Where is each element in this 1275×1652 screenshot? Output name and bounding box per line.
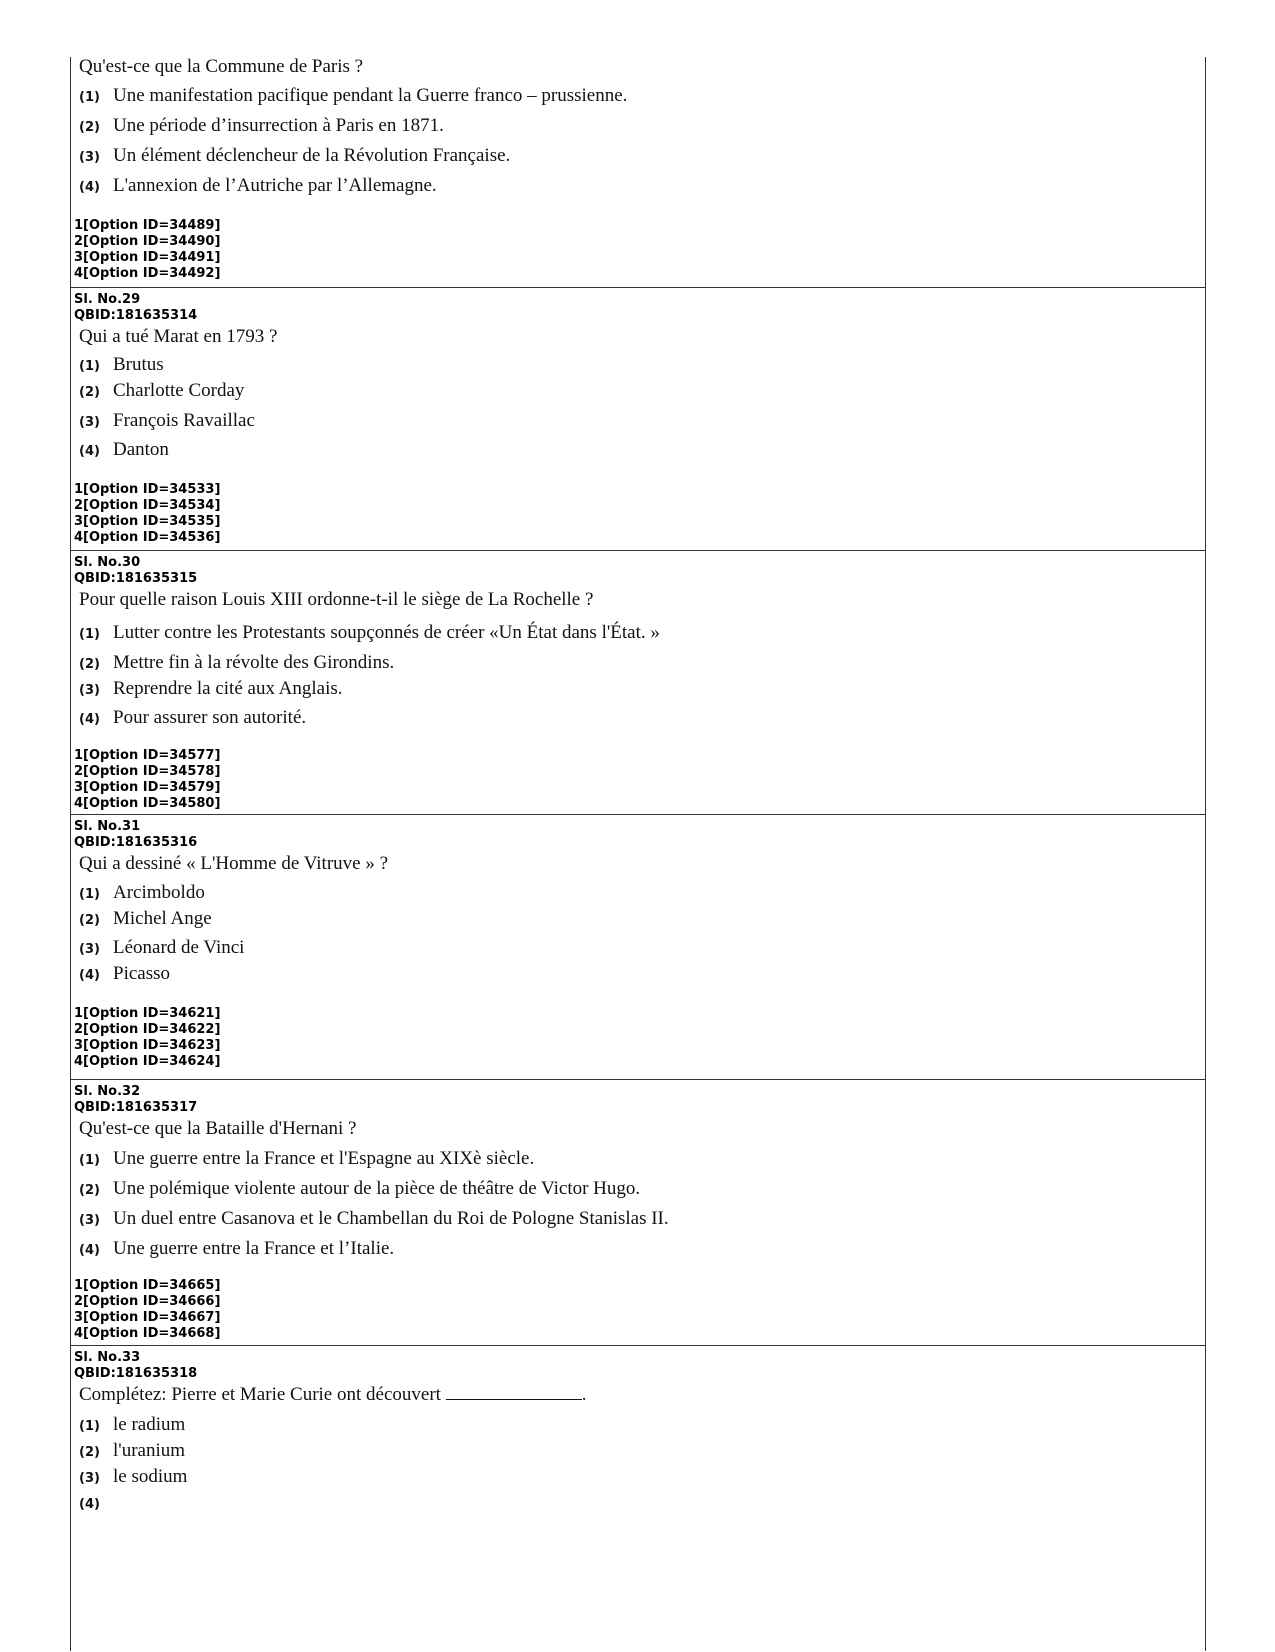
option-text: L'annexion de l’Autriche par l’Allemagne. [113,175,437,196]
question-text: Pour quelle raison Louis XIII ordonne-t-il le siège de La Rochelle ? [79,589,594,610]
option-number: (4) [79,1497,100,1512]
qbid: QBID:181635315 [74,571,198,586]
option-number: (2) [79,913,100,928]
serial-number: Sl. No.29 [74,292,141,307]
option-text: Reprendre la cité aux Anglais. [113,678,343,699]
question-block-33 [71,1345,1205,1652]
question-block-29 [71,287,1205,551]
option-text: Danton [113,439,169,460]
option-1 [79,882,205,904]
option-3 [79,1466,187,1488]
option-number: (4) [79,968,100,983]
option-4 [79,707,306,729]
qbid: QBID:181635317 [74,1100,198,1115]
question-block-28 [71,57,1205,287]
option-number: (1) [79,359,100,374]
option-text: Un élément déclencheur de la Révolution Française. [113,145,511,166]
option-number: (2) [79,385,100,400]
option-id: 3[Option ID=34623] [74,1038,221,1053]
option-2 [79,1178,640,1200]
option-id: 4[Option ID=34668] [74,1326,221,1341]
option-text: Michel Ange [113,908,212,929]
qbid: QBID:181635316 [74,835,198,850]
option-id-list [74,1278,220,1342]
question-text: Qui a dessiné « L'Homme de Vitruve » ? [79,853,389,874]
option-text: Une guerre entre la France et l'Espagne au XIXè siècle. [113,1148,535,1169]
option-number: (3) [79,942,100,957]
option-text: Lutter contre les Protestants soupçonnés de créer «Un État dans l'État. » [113,622,660,643]
option-id: 1[Option ID=34665] [74,1278,221,1293]
option-text: Arcimboldo [113,882,205,903]
option-number: (1) [79,887,100,902]
question-meta [74,819,197,851]
option-id: 4[Option ID=34624] [74,1054,221,1069]
question-sheet [70,57,1206,1651]
serial-number: Sl. No.32 [74,1084,141,1099]
option-id: 2[Option ID=34534] [74,498,221,513]
option-id-list [74,218,220,282]
option-id: 1[Option ID=34489] [74,218,221,233]
fill-in-blank [446,1385,582,1400]
option-id: 2[Option ID=34578] [74,764,221,779]
option-id: 3[Option ID=34667] [74,1310,221,1325]
option-id: 3[Option ID=34579] [74,780,221,795]
question-block-30 [71,550,1205,815]
serial-number: Sl. No.33 [74,1350,141,1365]
question-block-32 [71,1079,1205,1346]
option-number: (3) [79,415,100,430]
option-number: (2) [79,1183,100,1198]
option-number: (4) [79,1243,100,1258]
option-text: Picasso [113,963,170,984]
option-4 [79,439,169,461]
option-text: l'uranium [113,1440,186,1461]
option-text: le sodium [113,1466,188,1487]
option-number: (4) [79,712,100,727]
option-number: (4) [79,444,100,459]
question-text [79,1384,586,1406]
option-text: Une polémique violente autour de la pièce de théâtre de Victor Hugo. [113,1178,641,1199]
serial-number: Sl. No.30 [74,555,141,570]
option-4 [79,963,170,985]
question-text: Qu'est-ce que la Bataille d'Hernani ? [79,1118,357,1139]
option-4 [79,1238,394,1260]
question-meta [74,1350,197,1382]
option-4 [79,175,437,197]
qbid: QBID:181635314 [74,308,198,323]
option-text: Une guerre entre la France et l’Italie. [113,1238,395,1259]
option-id: 4[Option ID=34536] [74,530,221,545]
option-2 [79,652,394,674]
option-3 [79,678,343,700]
option-id: 2[Option ID=34622] [74,1022,221,1037]
option-id-list [74,748,220,812]
question-text: Qu'est-ce que la Commune de Paris ? [79,56,364,77]
option-number: (3) [79,1471,100,1486]
option-number: (3) [79,150,100,165]
option-1 [79,1148,534,1170]
question-block-31 [71,814,1205,1080]
option-text: Une période d’insurrection à Paris en 1871. [113,115,444,136]
option-1 [79,1414,185,1436]
option-number: (1) [79,1153,100,1168]
option-id-list [74,482,220,546]
question-text-start: Complétez: Pierre et Marie Curie ont découvert [79,1384,441,1405]
option-2 [79,115,444,137]
option-id: 4[Option ID=34580] [74,796,221,811]
option-text: Charlotte Corday [113,380,245,401]
question-text: Qui a tué Marat en 1793 ? [79,326,278,347]
question-meta [74,555,197,587]
option-number: (1) [79,1419,100,1434]
option-id: 3[Option ID=34535] [74,514,221,529]
option-number: (3) [79,683,100,698]
option-number: (2) [79,120,100,135]
option-3 [79,1208,669,1230]
option-number: (4) [79,180,100,195]
option-id: 1[Option ID=34577] [74,748,221,763]
option-text: François Ravaillac [113,410,255,431]
question-meta [74,292,197,324]
option-number: (1) [79,627,100,642]
option-2 [79,380,244,402]
option-text: le radium [113,1414,186,1435]
option-text: Un duel entre Casanova et le Chambellan du Roi de Pologne Stanislas II. [113,1208,669,1229]
option-3 [79,410,255,432]
option-text: Mettre fin à la révolte des Girondins. [113,652,395,673]
option-number: (2) [79,657,100,672]
option-text: Léonard de Vinci [113,937,245,958]
option-text: Pour assurer son autorité. [113,707,307,728]
option-3 [79,145,510,167]
option-id: 4[Option ID=34492] [74,266,221,281]
option-1 [79,85,627,107]
option-2 [79,908,212,930]
option-id-list [74,1006,220,1070]
qbid: QBID:181635318 [74,1366,198,1381]
option-id: 3[Option ID=34491] [74,250,221,265]
option-number: (2) [79,1445,100,1460]
option-id: 1[Option ID=34533] [74,482,221,497]
option-id: 2[Option ID=34490] [74,234,221,249]
serial-number: Sl. No.31 [74,819,141,834]
option-4 [79,1492,113,1514]
question-text-end: . [581,1384,587,1405]
option-text: Brutus [113,354,164,375]
option-1 [79,354,164,376]
question-meta [74,1084,197,1116]
option-id: 1[Option ID=34621] [74,1006,221,1021]
option-number: (1) [79,90,100,105]
option-2 [79,1440,185,1462]
option-number: (3) [79,1213,100,1228]
option-id: 2[Option ID=34666] [74,1294,221,1309]
option-3 [79,937,244,959]
option-1 [79,622,660,644]
option-text: Une manifestation pacifique pendant la Guerre franco – prussienne. [113,85,628,106]
